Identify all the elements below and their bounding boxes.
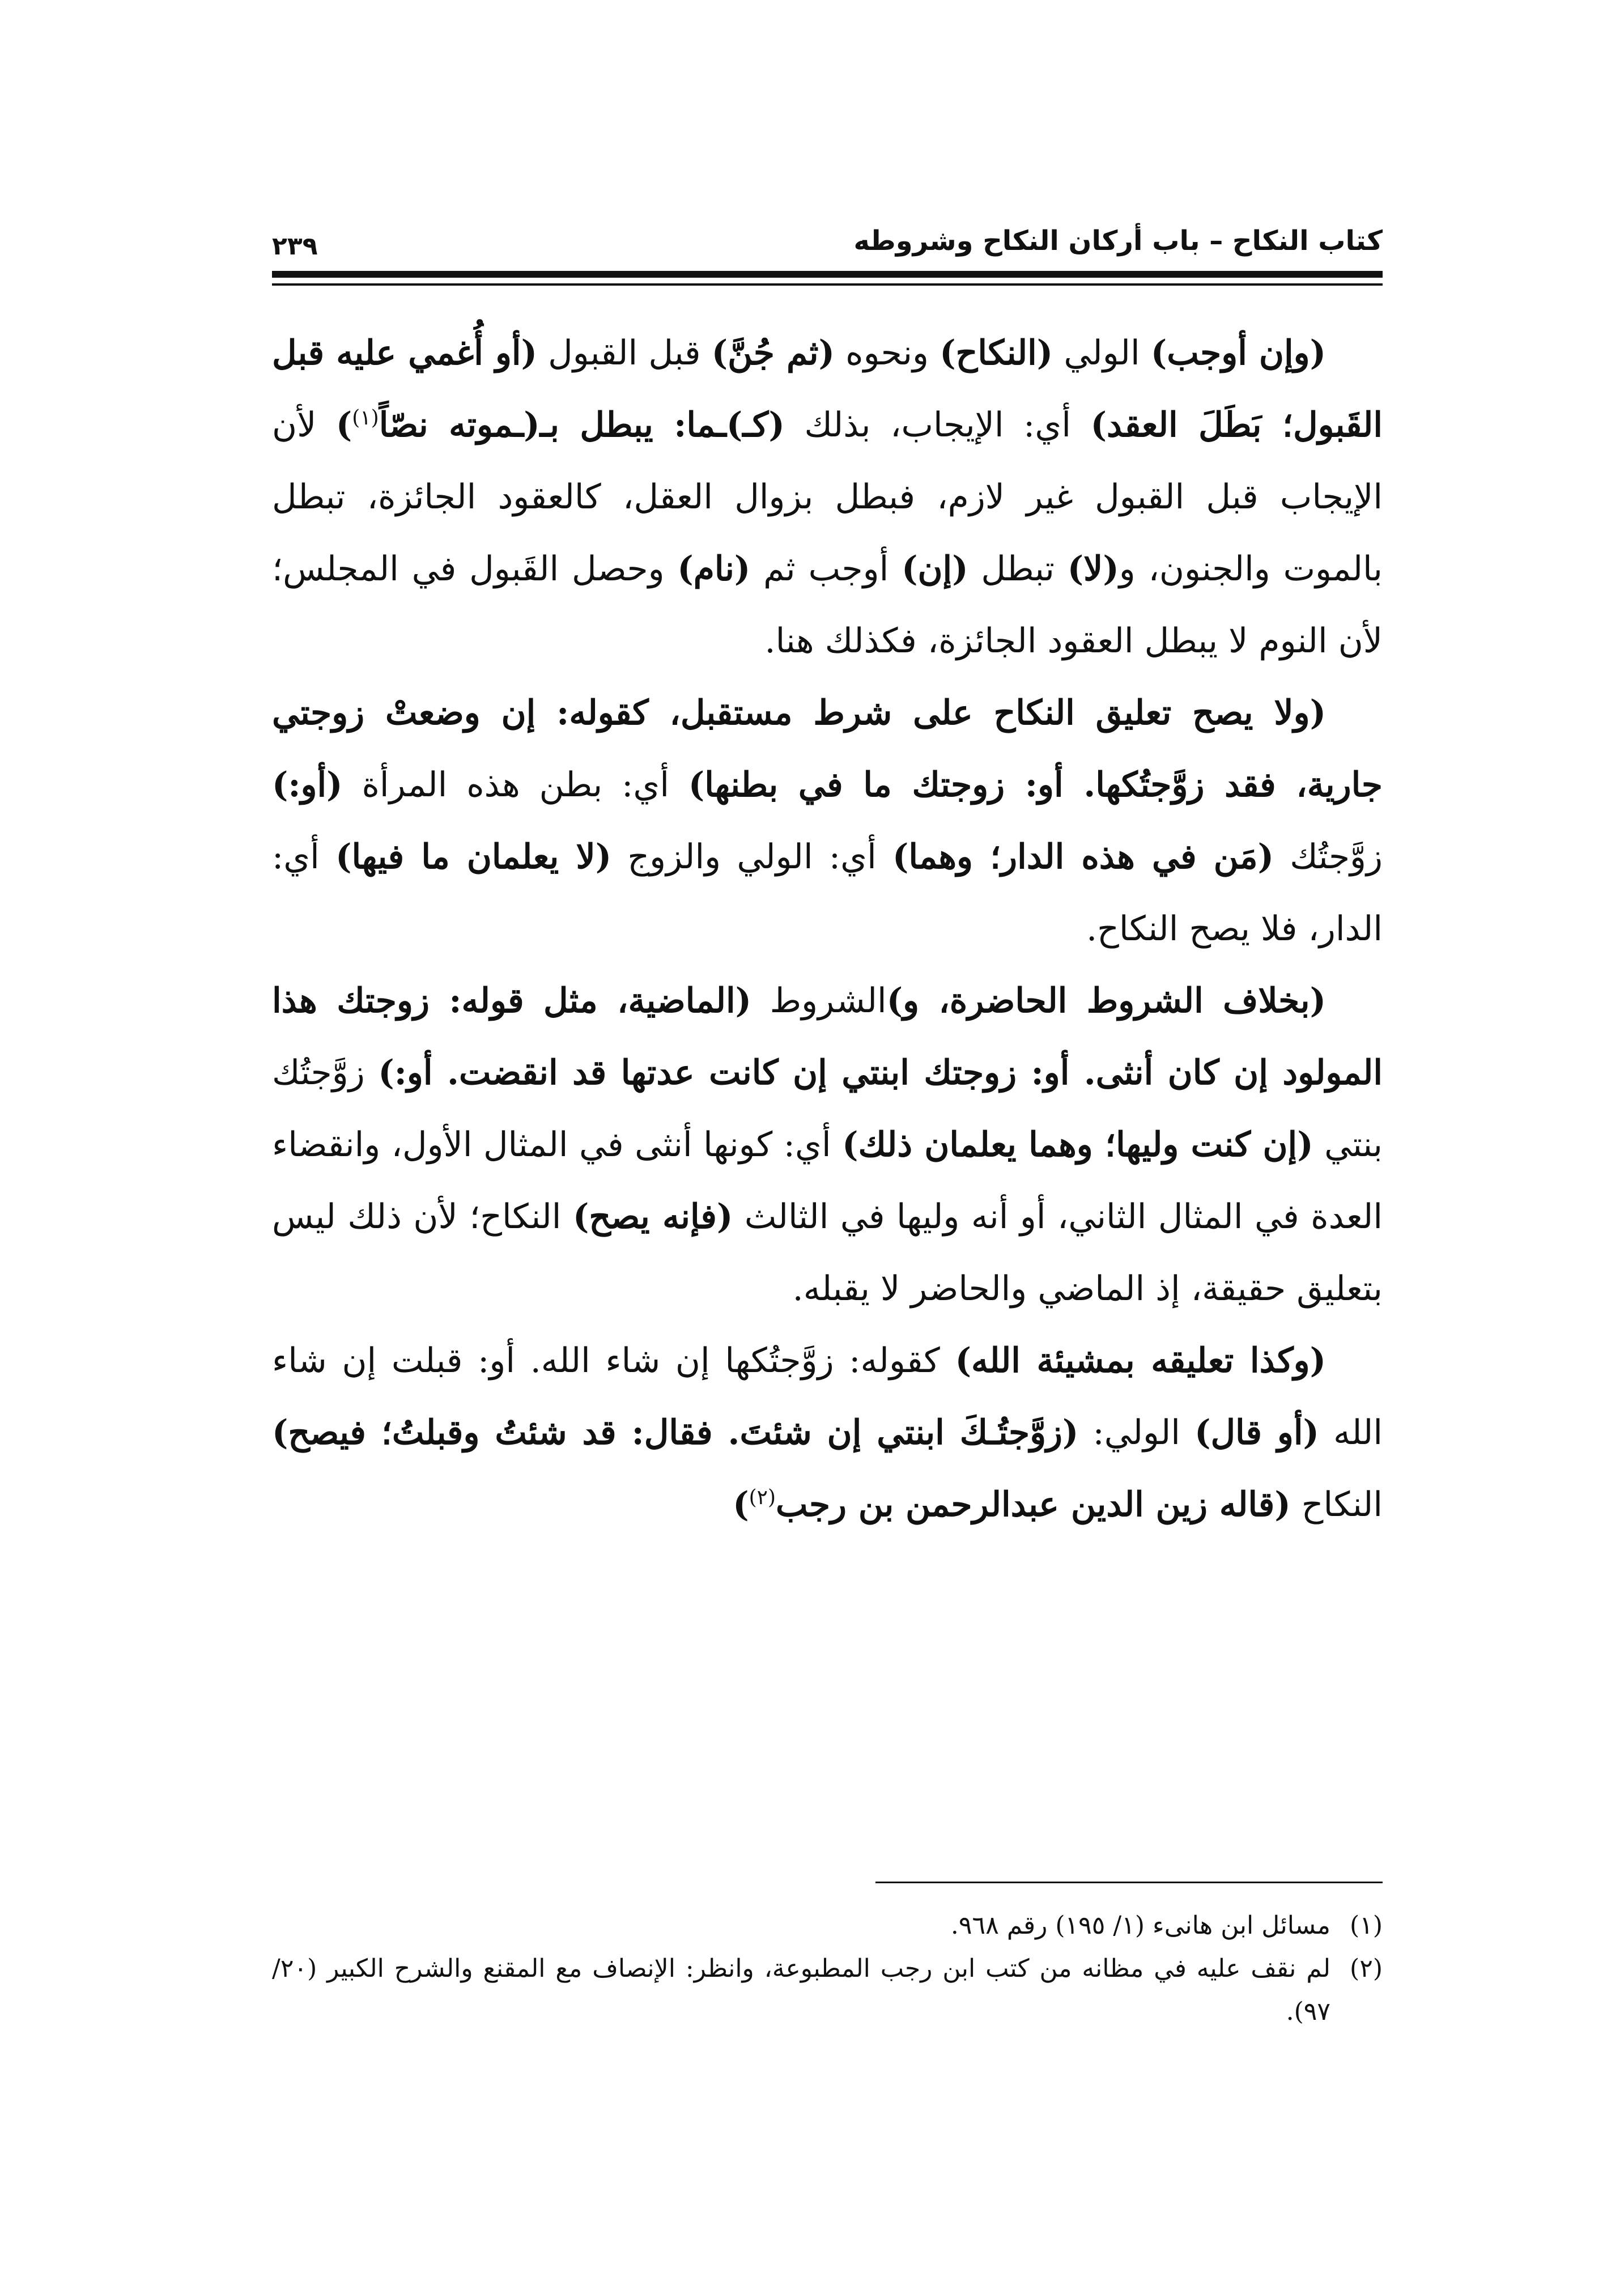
matn-text: (إن كنت وليها؛ وهما يعلمان ذلك): [842, 1125, 1313, 1165]
footnote-text: مسائل ابن هانىء (١/ ١٩٥) رقم ٩٦٨.: [950, 1911, 1330, 1940]
sharh-text: أي: الدار، فلا يصح النكاح.: [272, 837, 1383, 949]
footnote-ref-1[interactable]: (١): [352, 406, 379, 430]
footnote-separator: [875, 1882, 1383, 1883]
matn-text: ): [335, 405, 352, 445]
header-rule-thin: [272, 283, 1383, 286]
matn-text: (لا يعلمان ما فيها): [335, 837, 612, 877]
sharh-text: الولي:: [1078, 1413, 1195, 1453]
matn-text: (وإن أوجب): [1150, 333, 1326, 373]
sharh-text: تبطل: [968, 549, 1068, 589]
header-rule-thick: [272, 271, 1383, 278]
sharh-text: زوَّجتُك: [1274, 837, 1383, 877]
footnote-text: لم نقف عليه في مظانه من كتب ابن رجب المطبوعة، وانظر: الإنصاف مع المقنع والشرح الكبير (٢٠/ ٩٧).: [272, 1954, 1330, 2026]
sharh-text: النكاح؛ لأن ذلك ليس بتعليق حقيقة، إذ الماضي والحاضر لا يقبله.: [272, 1197, 1383, 1309]
matn-text: (ثم جُنَّ): [711, 333, 835, 373]
sharh-text: ونحوه: [834, 333, 940, 373]
sharh-text: أي: الولي والزوج: [611, 837, 893, 877]
matn-text: (ولا يصح تعليق النكاح على شرط مستقبل، كقوله: إن وضعتْ زوجتي جارية، فقد زوَّجتُكها. أو: زوجتك ما في بطنها): [272, 693, 1383, 805]
matn-text: (كـ)ـما: يبطل بـ(ـموته نصّاً: [379, 405, 785, 445]
footnote-1: [272, 1904, 1383, 1947]
matn-text: (فإنه يصح): [572, 1197, 733, 1237]
running-header: [272, 221, 1383, 261]
matn-text: (مَن في هذه الدار؛ وهما): [892, 837, 1274, 877]
paragraph-1: [272, 317, 1383, 677]
matn-text: (بخلاف الشروط الحاضرة، و): [886, 981, 1326, 1021]
page-number: ٢٣٩: [272, 232, 318, 261]
paragraph-3: [272, 965, 1383, 1325]
footnote-number: (٢): [1350, 1954, 1383, 1983]
paragraph-4: [272, 1325, 1383, 1541]
chapter-title: كتاب النكاح – باب أركان النكاح وشروطه: [853, 225, 1383, 257]
sharh-text: النكاح: [1290, 1485, 1383, 1525]
matn-text: (قاله زين الدين عبدالرحمن بن رجب: [776, 1485, 1291, 1525]
matn-text: (إن): [902, 549, 968, 589]
footnote-number: (١): [1350, 1911, 1383, 1940]
sharh-text: الولي: [1053, 333, 1151, 373]
matn-text: (لا): [1067, 549, 1119, 589]
matn-text: (نام): [677, 549, 751, 589]
sharh-text: قبل القبول: [537, 333, 712, 373]
sharh-text: وحصل القَبول في المجلس؛ لأن النوم لا يبطل العقود الجائزة، فكذلك هنا.: [272, 549, 1383, 661]
sharh-text: زوَّجتُك بنتي: [272, 1053, 1383, 1165]
matn-text: (أو أُغمي عليه قبل القَبول؛ بَطَلَ العقد): [272, 333, 1383, 445]
matn-text: (أو قال): [1194, 1413, 1319, 1453]
matn-text: (أو:): [272, 765, 343, 805]
footnote-2: [272, 1947, 1383, 2033]
matn-text: (الماضية، مثل قوله: زوجتك هذا المولود إن كان أنثى. أو: زوجتك ابنتي إن كانت عدتها قد انقضت. أو:): [272, 981, 1383, 1093]
matn-text: (زوَّجتُـكَ ابنتي إن شئتَ. فقال: قد شئتُ وقبلتُ؛ فيصح): [272, 1413, 1079, 1453]
paragraph-2: [272, 677, 1383, 965]
sharh-text: كقوله: زوَّجتُكها إن شاء الله. أو: قبلت إن شاء الله: [272, 1341, 1383, 1453]
footnote-ref-2[interactable]: (٢): [749, 1486, 776, 1509]
sharh-text: أوجب ثم: [750, 549, 902, 589]
matn-text: (وكذا تعليقه بمشيئة الله): [955, 1341, 1326, 1381]
matn-text: (النكاح): [939, 333, 1053, 373]
sharh-text: أي: الإيجاب، بذلك: [784, 405, 1091, 445]
footnotes: [272, 1904, 1383, 2033]
sharh-text: الشروط: [751, 981, 887, 1021]
sharh-text: أي: بطن هذه المرأة: [342, 765, 688, 805]
matn-text: ): [733, 1485, 749, 1525]
sharh-text: لأن الإيجاب قبل القبول غير لازم، فبطل بزوال العقل، كالعقود الجائزة، تبطل بالموت والجنون، و: [272, 405, 1383, 589]
sharh-text: أي: كونها أنثى في المثال الأول، وانقضاء العدة في المثال الثاني، أو أنه وليها في الثالث: [272, 1125, 1383, 1237]
main-text: [272, 317, 1383, 1541]
